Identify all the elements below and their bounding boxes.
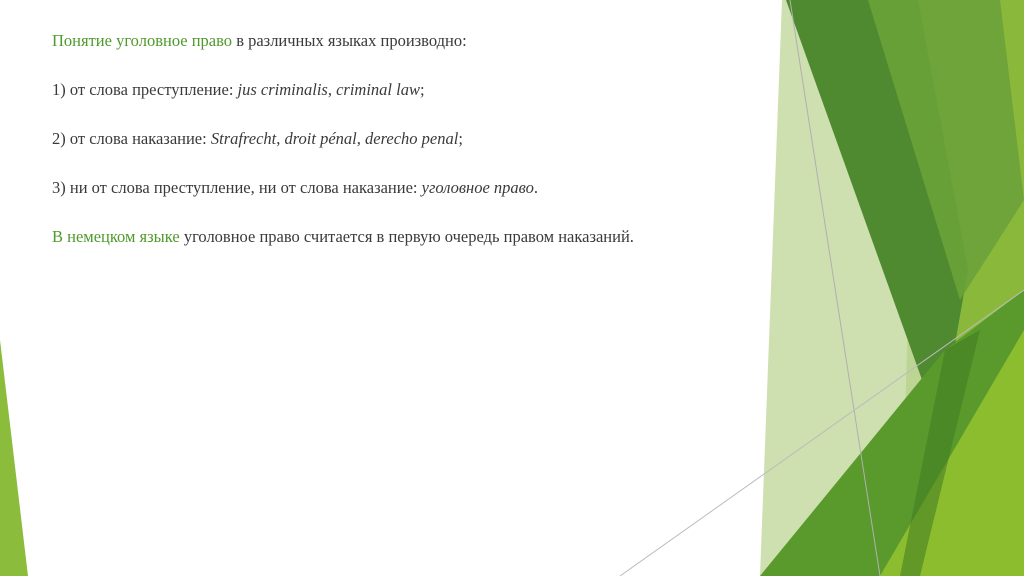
paragraph-item-3 (52, 177, 812, 199)
item2-end: ; (458, 129, 463, 148)
item1-term1: jus criminalis (237, 80, 328, 99)
item2-separator-2: , (356, 129, 366, 148)
item2-term3: derecho penal (365, 129, 459, 148)
item2-separator-1: , (276, 129, 285, 148)
german-highlight: В немецком языке (52, 227, 180, 246)
intro-highlight: Понятие уголовное право (52, 31, 233, 50)
paragraph-german (52, 226, 812, 248)
paragraph-item-1 (52, 79, 812, 101)
shape-left-green-sliver (0, 340, 28, 576)
item1-separator: , (327, 80, 337, 99)
item3-term1: уголовное право (421, 178, 534, 197)
paragraph-item-2 (52, 128, 812, 150)
item3-prefix: 3) ни от слова преступление, ни от слова наказание: (52, 178, 422, 197)
item2-term2: droit pénal (284, 129, 357, 148)
item1-end: ; (419, 80, 425, 99)
item1-prefix: 1) от слова преступление: (52, 80, 238, 99)
item2-prefix: 2) от слова наказание: (52, 129, 211, 148)
item2-term1: Strafrecht (210, 129, 277, 148)
german-text: уголовное право считается в первую очередь правом наказаний. (179, 227, 634, 246)
text-body (52, 30, 812, 275)
paragraph-intro (52, 30, 812, 52)
intro-text: в различных языках производно: (232, 31, 467, 50)
item3-end: . (533, 178, 538, 197)
item1-term2: criminal law (336, 80, 420, 99)
